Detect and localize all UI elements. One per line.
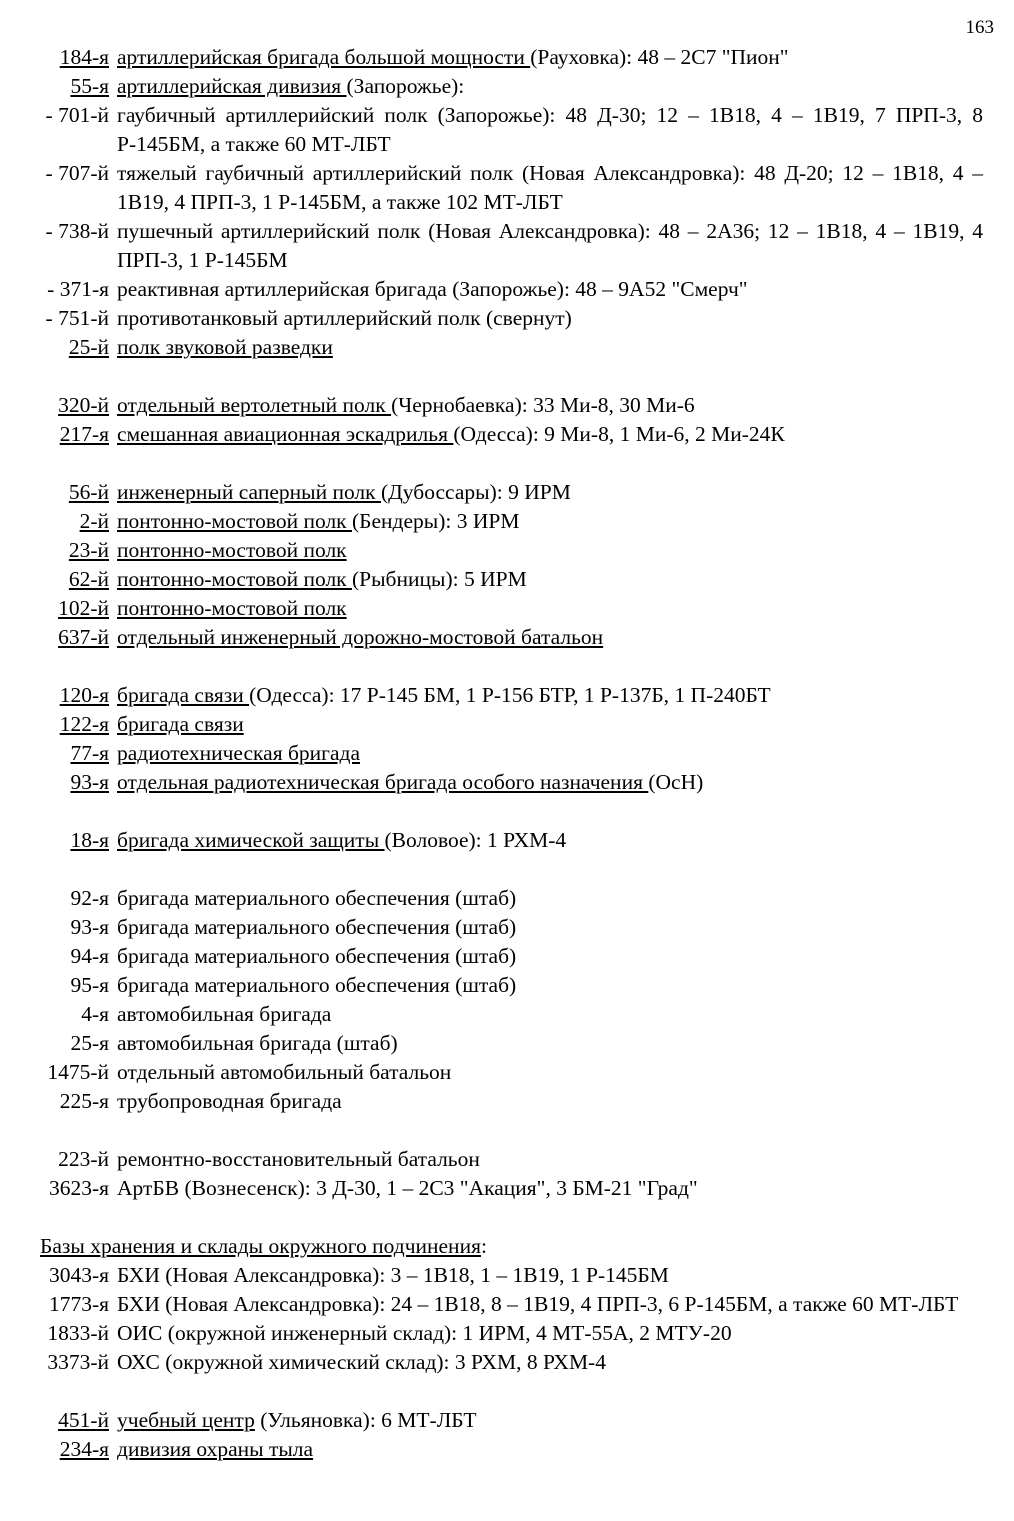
unit-number: - 738-й <box>45 219 109 243</box>
unit-entry <box>0 1348 1014 1377</box>
unit-description <box>109 1435 983 1464</box>
unit-entry <box>0 565 1014 594</box>
unit-number-cell <box>0 478 109 507</box>
unit-number-cell <box>0 1319 109 1348</box>
unit-description <box>109 1087 983 1116</box>
unit-details: (штаб) <box>455 973 517 997</box>
unit-description <box>109 565 983 594</box>
unit-entry <box>0 594 1014 623</box>
unit-details: (ОсН) <box>648 770 704 794</box>
unit-details: (Ульяновка): 6 МТ-ЛБТ <box>254 1408 477 1432</box>
unit-name: ОХС <box>117 1350 166 1374</box>
unit-entry <box>0 1174 1014 1203</box>
blank-line <box>0 652 1014 681</box>
unit-name: отдельная радиотехническая бригада особого назначения <box>117 770 649 794</box>
unit-entry <box>0 217 1014 275</box>
unit-number-cell <box>0 1290 109 1319</box>
unit-name: понтонно-мостовой полк <box>117 596 347 620</box>
unit-entry <box>0 1261 1014 1290</box>
unit-name: АртБВ <box>117 1176 185 1200</box>
unit-entry <box>0 884 1014 913</box>
page-number: 163 <box>965 17 994 38</box>
unit-description <box>109 739 983 768</box>
blank-line <box>0 449 1014 478</box>
unit-number: 217-я <box>59 422 109 446</box>
unit-entry <box>0 1058 1014 1087</box>
unit-number: 225-я <box>59 1089 109 1113</box>
unit-name: бригада связи <box>117 712 244 736</box>
unit-details: (Запорожье): 48 Д-30; 12 – 1В18, 4 – 1В19, 7 ПРП-3, 8 Р-145БМ, а также 60 МТ-ЛБТ <box>117 103 983 156</box>
unit-number-cell <box>0 1435 109 1464</box>
unit-number: 25-я <box>70 1031 109 1055</box>
unit-entry <box>0 1435 1014 1464</box>
unit-entry <box>0 304 1014 333</box>
unit-description <box>109 1029 983 1058</box>
unit-number: 56-й <box>68 480 109 504</box>
unit-details: (Вознесенск): 3 Д-30, 1 – 2С3 "Акация", 3 БМ-21 "Град" <box>184 1176 698 1200</box>
unit-number: 102-й <box>58 596 109 620</box>
unit-description <box>109 768 983 797</box>
unit-number-cell <box>0 1261 109 1290</box>
unit-description <box>109 623 983 652</box>
unit-entry <box>0 681 1014 710</box>
blank-line <box>0 1203 1014 1232</box>
unit-number-cell <box>0 739 109 768</box>
unit-number: 95-я <box>70 973 109 997</box>
unit-number-cell <box>0 768 109 797</box>
unit-description <box>109 217 983 275</box>
unit-number: - 707-й <box>45 161 109 185</box>
unit-name: понтонно-мостовой полк <box>117 509 352 533</box>
unit-details: (свернут) <box>485 306 572 330</box>
unit-entry <box>0 1000 1014 1029</box>
unit-description <box>109 826 983 855</box>
unit-name: дивизия охраны тыла <box>117 1437 314 1461</box>
unit-name: бригада связи <box>117 683 250 707</box>
blank-line <box>0 1377 1014 1406</box>
unit-number: 93-я <box>70 915 109 939</box>
unit-entry <box>0 420 1014 449</box>
unit-details: (окружной инженерный склад): 1 ИРМ, 4 МТ-55А, 2 МТУ-20 <box>167 1321 732 1345</box>
unit-details: (Рауховка): 48 – 2С7 "Пион" <box>530 45 789 69</box>
unit-description <box>109 420 983 449</box>
unit-entry <box>0 1087 1014 1116</box>
unit-number: - 371-я <box>47 277 109 301</box>
unit-entry <box>0 623 1014 652</box>
unit-number: 3623-я <box>48 1176 109 1200</box>
unit-details: (окружной химический склад): 3 РХМ, 8 РХМ-4 <box>165 1350 606 1374</box>
unit-number-cell <box>0 681 109 710</box>
unit-entry <box>0 739 1014 768</box>
unit-number-cell <box>0 72 109 101</box>
unit-number-cell <box>0 391 109 420</box>
unit-name: БХИ <box>117 1263 166 1287</box>
unit-number: 77-я <box>70 741 109 765</box>
unit-number-cell <box>0 594 109 623</box>
unit-entry <box>0 768 1014 797</box>
unit-details: (Новая Александровка): 3 – 1В18, 1 – 1В19, 1 Р-145БМ <box>165 1263 669 1287</box>
unit-entry <box>0 536 1014 565</box>
storage-heading-colon: : <box>480 1234 487 1258</box>
unit-number-cell <box>0 1029 109 1058</box>
unit-description <box>109 1406 983 1435</box>
unit-description <box>109 507 983 536</box>
storage-heading <box>0 1232 1014 1261</box>
unit-details: (Чернобаевка): 33 Ми-8, 30 Ми-6 <box>391 393 695 417</box>
unit-name: понтонно-мостовой полк <box>117 567 352 591</box>
unit-number-cell <box>0 623 109 652</box>
unit-name: бригада материального обеспечения <box>117 944 456 968</box>
unit-entry <box>0 942 1014 971</box>
unit-number: 451-й <box>58 1408 109 1432</box>
unit-description <box>109 1348 983 1377</box>
unit-entry <box>0 1145 1014 1174</box>
unit-number: 234-я <box>59 1437 109 1461</box>
unit-number-cell <box>0 1145 109 1174</box>
unit-name: противотанковый артиллерийский полк <box>117 306 486 330</box>
unit-entry <box>0 275 1014 304</box>
unit-number: 1833-й <box>47 1321 109 1345</box>
unit-entry <box>0 1319 1014 1348</box>
unit-entry <box>0 507 1014 536</box>
unit-number: 2-й <box>79 509 109 533</box>
unit-number-cell <box>0 1406 109 1435</box>
unit-number: 92-я <box>70 886 109 910</box>
unit-number-cell <box>0 275 109 304</box>
unit-number: 122-я <box>59 712 109 736</box>
unit-number-cell <box>0 826 109 855</box>
unit-details: (Бендеры): 3 ИРМ <box>352 509 520 533</box>
unit-description <box>109 913 983 942</box>
unit-name: ОИС <box>117 1321 168 1345</box>
unit-description <box>109 1174 983 1203</box>
unit-details: (Дубоссары): 9 ИРМ <box>380 480 571 504</box>
unit-number: 320-й <box>58 393 109 417</box>
unit-number: 23-й <box>68 538 109 562</box>
unit-number: 120-я <box>59 683 109 707</box>
unit-entry <box>0 913 1014 942</box>
unit-details: (штаб) <box>455 944 517 968</box>
unit-number-cell <box>0 1087 109 1116</box>
unit-entry <box>0 333 1014 362</box>
unit-number: 1475-й <box>47 1060 109 1084</box>
unit-name: отдельный автомобильный батальон <box>117 1060 452 1084</box>
unit-description <box>109 1261 983 1290</box>
unit-details: (Одесса): 9 Ми-8, 1 Ми-6, 2 Ми-24К <box>453 422 785 446</box>
unit-number: - 751-й <box>45 306 109 330</box>
unit-name: артиллерийская бригада большой мощности <box>117 45 531 69</box>
unit-description <box>109 536 983 565</box>
unit-name: пушечный артиллерийский полк <box>117 219 429 243</box>
unit-description <box>109 275 983 304</box>
unit-description <box>109 1000 983 1029</box>
unit-description <box>109 1319 983 1348</box>
unit-number: 93-я <box>70 770 109 794</box>
unit-details: (Новая Александровка): 48 Д-20; 12 – 1В18, 4 – 1В19, 4 ПРП-3, 1 Р-145БМ, а также 102 МТ-ЛБТ <box>117 161 983 214</box>
unit-entry <box>0 101 1014 159</box>
blank-line <box>0 797 1014 826</box>
unit-entry <box>0 1406 1014 1435</box>
unit-number-cell <box>0 913 109 942</box>
unit-details: (Запорожье): 48 – 9А52 "Смерч" <box>452 277 748 301</box>
unit-number-cell <box>0 217 109 246</box>
unit-name: инженерный саперный полк <box>117 480 381 504</box>
blank-line <box>0 362 1014 391</box>
unit-entry <box>0 72 1014 101</box>
unit-description <box>109 594 983 623</box>
unit-details: (штаб) <box>455 886 517 910</box>
unit-name: смешанная авиационная эскадрилья <box>117 422 454 446</box>
unit-name: артиллерийская дивизия <box>117 74 347 98</box>
unit-description <box>109 101 983 159</box>
unit-number-cell <box>0 1174 109 1203</box>
unit-description <box>109 710 983 739</box>
unit-description <box>109 1145 983 1174</box>
unit-number: 25-й <box>68 335 109 359</box>
unit-name: гаубичный артиллерийский полк <box>117 103 438 127</box>
unit-number: 1773-я <box>48 1292 109 1316</box>
unit-number-cell <box>0 420 109 449</box>
unit-name: реактивная артиллерийская бригада <box>117 277 453 301</box>
unit-name: бригада материального обеспечения <box>117 886 456 910</box>
unit-details: (штаб) <box>336 1031 398 1055</box>
unit-description <box>109 43 983 72</box>
unit-name: трубопроводная бригада <box>117 1089 342 1113</box>
unit-number: 3043-я <box>48 1263 109 1287</box>
unit-description <box>109 478 983 507</box>
unit-name: бригада материального обеспечения <box>117 973 456 997</box>
unit-details: (штаб) <box>455 915 517 939</box>
unit-number-cell <box>0 1348 109 1377</box>
unit-name: отдельный инженерный дорожно-мостовой батальон <box>117 625 604 649</box>
unit-entry <box>0 826 1014 855</box>
unit-entry <box>0 1029 1014 1058</box>
unit-number: 55-я <box>70 74 109 98</box>
unit-description <box>109 72 983 101</box>
unit-number-cell <box>0 942 109 971</box>
unit-description <box>109 1058 983 1087</box>
unit-entry <box>0 710 1014 739</box>
unit-description <box>109 304 983 333</box>
unit-description <box>109 1290 983 1319</box>
unit-details: (Новая Александровка): 24 – 1В18, 8 – 1В19, 4 ПРП-3, 6 Р-145БМ, а также 60 МТ-ЛБТ <box>165 1292 959 1316</box>
storage-heading-text: Базы хранения и склады окружного подчинения <box>40 1234 481 1258</box>
unit-number-cell <box>0 565 109 594</box>
unit-entry <box>0 1290 1014 1319</box>
unit-entry <box>0 43 1014 72</box>
unit-name: автомобильная бригада <box>117 1031 337 1055</box>
unit-number-cell <box>0 333 109 362</box>
unit-description <box>109 159 983 217</box>
blank-line <box>0 1116 1014 1145</box>
unit-number-cell <box>0 159 109 188</box>
unit-entry <box>0 391 1014 420</box>
unit-description <box>109 333 983 362</box>
unit-details: (Рыбницы): 5 ИРМ <box>352 567 527 591</box>
unit-entry <box>0 971 1014 1000</box>
unit-number-cell <box>0 1058 109 1087</box>
unit-entry <box>0 159 1014 217</box>
unit-name: БХИ <box>117 1292 166 1316</box>
unit-name: бригада химической защиты <box>117 828 385 852</box>
unit-number: 637-й <box>58 625 109 649</box>
unit-name: тяжелый гаубичный артиллерийский полк <box>117 161 522 185</box>
unit-number-cell <box>0 101 109 130</box>
unit-number: 184-я <box>59 45 109 69</box>
unit-number-cell <box>0 43 109 72</box>
unit-entry <box>0 478 1014 507</box>
unit-number-cell <box>0 536 109 565</box>
unit-details: (Одесса): 17 Р-145 БМ, 1 Р-156 БТР, 1 Р-137Б, 1 П-240БТ <box>249 683 771 707</box>
unit-name: понтонно-мостовой полк <box>117 538 347 562</box>
unit-description <box>109 971 983 1000</box>
unit-description <box>109 884 983 913</box>
unit-name: полк звуковой разведки <box>117 335 333 359</box>
unit-number: 94-я <box>70 944 109 968</box>
unit-description <box>109 391 983 420</box>
unit-number-cell <box>0 304 109 333</box>
unit-number-cell <box>0 710 109 739</box>
unit-number: 4-я <box>81 1002 109 1026</box>
unit-name: отдельный вертолетный полк <box>117 393 392 417</box>
blank-line <box>0 855 1014 884</box>
unit-name: бригада материального обеспечения <box>117 915 456 939</box>
unit-description <box>109 681 983 710</box>
unit-name: учебный центр <box>117 1408 255 1432</box>
unit-name: радиотехническая бригада <box>117 741 361 765</box>
unit-number-cell <box>0 971 109 1000</box>
unit-details: (Запорожье): <box>346 74 465 98</box>
unit-number-cell <box>0 884 109 913</box>
unit-details: (Воловое): 1 РХМ-4 <box>384 828 567 852</box>
unit-number-cell <box>0 507 109 536</box>
unit-number: 3373-й <box>47 1350 109 1374</box>
unit-name: ремонтно-восстановительный батальон <box>117 1147 480 1171</box>
unit-number: 223-й <box>58 1147 109 1171</box>
unit-number: 62-й <box>68 567 109 591</box>
unit-list <box>0 43 1014 1464</box>
unit-name: автомобильная бригада <box>117 1002 332 1026</box>
unit-number-cell <box>0 1000 109 1029</box>
unit-number: - 701-й <box>45 103 109 127</box>
unit-description <box>109 942 983 971</box>
unit-number: 18-я <box>70 828 109 852</box>
unit-details: (Новая Александровка): 48 – 2А36; 12 – 1В18, 4 – 1В19, 4 ПРП-3, 1 Р-145БМ <box>117 219 983 272</box>
